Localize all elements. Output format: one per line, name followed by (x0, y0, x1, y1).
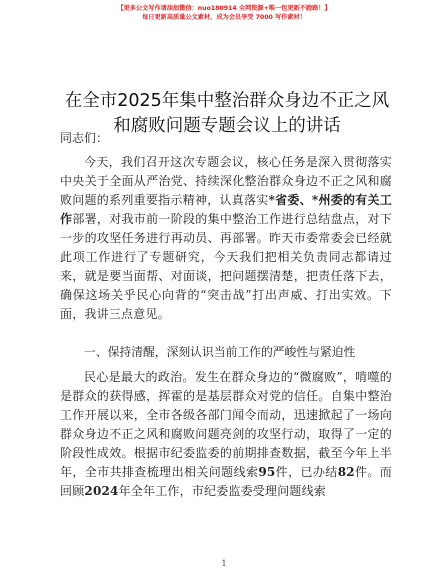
paragraph-section-1 (60, 368, 392, 501)
paragraph-section-1-text-3: 件。而回顾 (60, 465, 392, 498)
paragraph-intro (60, 153, 392, 324)
paragraph-intro-text-1: 今天，我们召开这次专题会议，核心任务是深入贯彻落实中央关于全面从严治党、持续深化整治群众身边不正之风和腐败问题的系列重要指示精神，认真落实 (60, 155, 392, 207)
banner-line-membership: 每日更新高质量公文素材，成为会员享受 7000 写作素材！ (142, 14, 306, 21)
paragraph-section-1-text-2: 件，已办结 (275, 465, 338, 479)
section-heading-1: 一、保持清醒，深刻认识当前工作的严峻性与紧迫性 (84, 345, 356, 359)
header-banner (0, 4, 448, 22)
closed-count-number: 82 (337, 465, 355, 479)
banner-line-wechat: 【更多公文写作请添加微信：nuo180914 全网资源+唯一包更新不跑路！】 (117, 5, 331, 12)
document-title: 在全市2025年集中整治群众身边不正之风和腐败问题专题会议上的讲话 (64, 91, 390, 136)
page-number: 1 (221, 559, 227, 568)
salutation: 同志们： (60, 131, 109, 145)
paragraph-intro-bold: *省委、*州委的有关工作 (60, 193, 392, 226)
paragraph-intro-text-2: 部署，对我市前一阶段的集中整治工作进行总结盘点，对下一步的攻坚任务进行再动员、再部署。昨天市委常委会已经就此项工作进行了专题研究，今天我们把相关负责同志都请过来，就是要当面帮、对面谈，把问题摆清楚，把责任落下去，确保这场关乎民心向背的“突击战”打出声威、打出实效。下面，我讲三点意见。 (60, 212, 393, 321)
paragraph-section-1-text-4: 年全年工作，市纪委监委受理问题线索 (118, 484, 327, 498)
clue-count-number: 95 (258, 465, 276, 479)
paragraph-section-1-text-1: 民心是最大的政治。发生在群众身边的“微腐败”，啃噬的是群众的获得感，挥霍的是基层群众对党的信任。自集中整治工作开展以来，全市各级各部门闻令而动，迅速掀起了一场向群众身边不正之风和腐败问题亮剑的攻坚行动，取得了一定的阶段性成效。根据市纪委监委的前期排查数据，截至今年上半年，全市共排查梳理出相关问题线索 (60, 370, 392, 479)
year-number: 2024 (84, 484, 119, 498)
